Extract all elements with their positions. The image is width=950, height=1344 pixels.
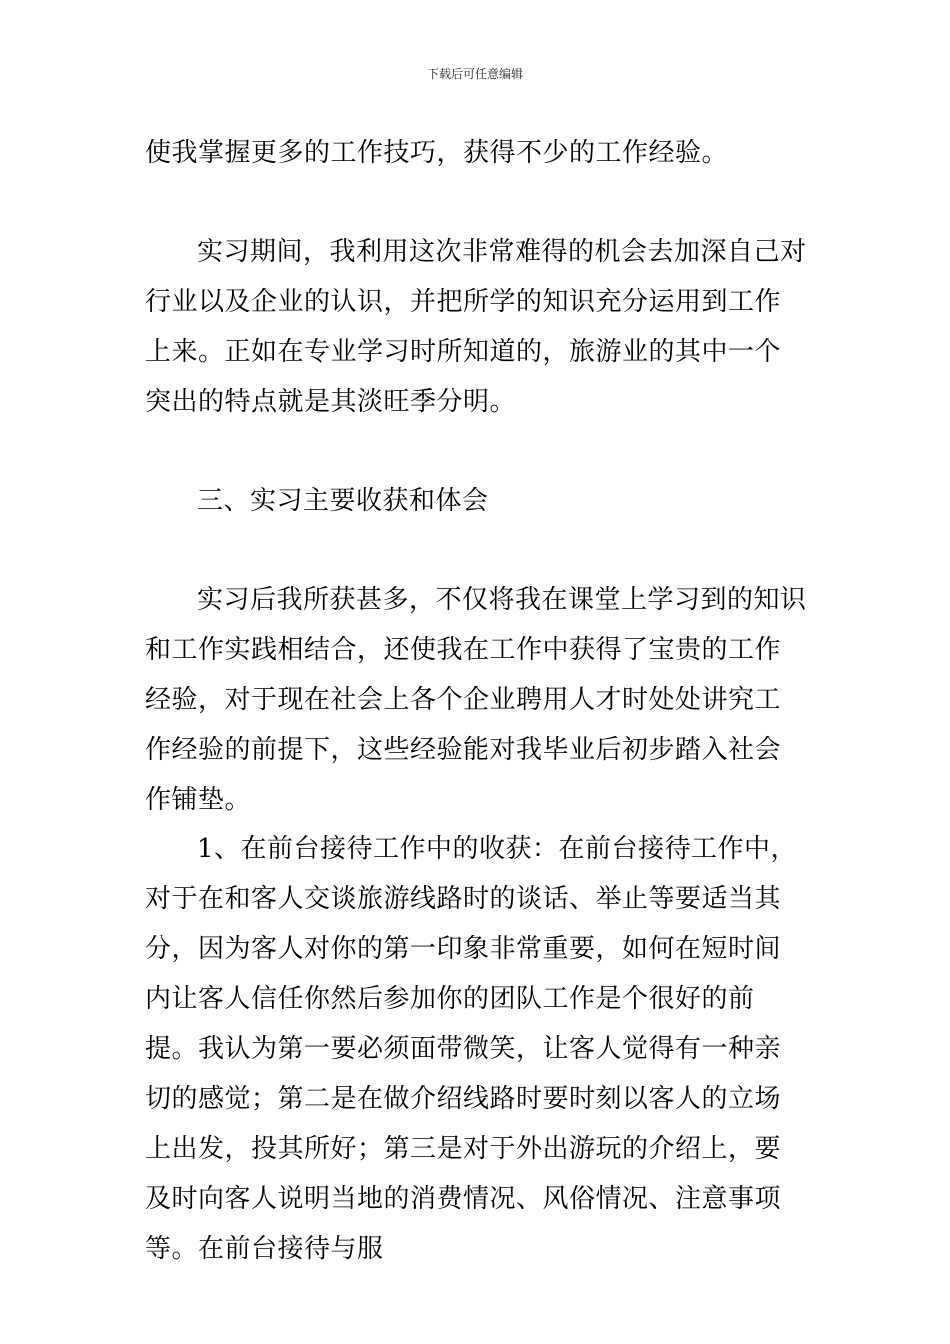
body-text-3 [145,476,807,526]
page-header: 下载后可任意编辑 [426,67,523,81]
paragraph-3: 实习后我所获甚多，不仅将我在课堂上学习到的知识和工作实践相结合，还使我在工作中获得了宝贵的工作经验，对于现在社会上各个企业聘用人才时处处讲究工作经验的前提下，这些经验能对我毕业后初步踏入社会作铺垫。 [145,585,807,815]
section-heading: 三、实习主要收获和体会 [197,486,489,516]
paragraph-4: 1、在前台接待工作中的收获：在前台接待工作中，对于在和客人交谈旅游线路时的谈话、举止等要适当其分，因为客人对你的第一印象非常重要，如何在短时间内让客人信任你然后参加你的团队工作是个很好的前提。我认为第一要必须面带微笑，让客人觉得有一种亲切的感觉；第二是在做介绍线路时要时刻以客人的立场上出发，投其所好；第三是对于外出游玩的介绍上，要及时向客人说明当地的消费情况、风俗情况、注意事项等。在前台接待与服 [145,834,798,1264]
paragraph-2: 实习期间，我利用这次非常难得的机会去加深自己对行业以及企业的认识，并把所学的知识充分运用到工作上来。正如在专业学习时所知道的，旅游业的其中一个突出的特点就是其淡旺季分明。 [145,237,807,417]
body-text-1 [145,128,807,178]
paragraph-1: 使我掌握更多的工作技巧，获得不少的工作经验。 [145,138,729,168]
body-text-4 [145,575,807,825]
body-text-5 [145,824,807,1274]
body-text-2 [145,227,807,427]
